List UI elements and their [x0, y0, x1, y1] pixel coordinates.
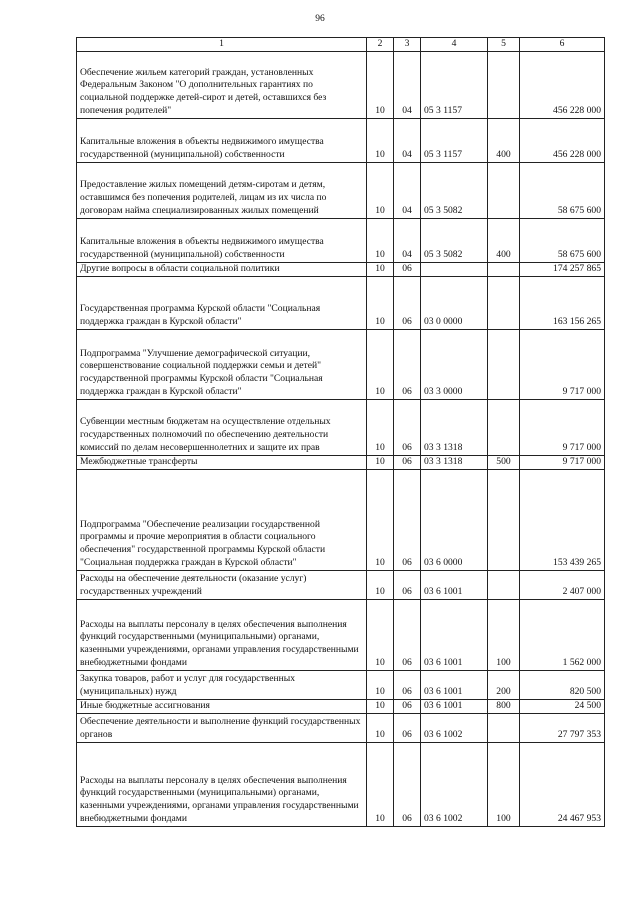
- table-row: [77, 262, 605, 276]
- cell-pr: 06: [394, 570, 421, 599]
- cell-sum: 456 228 000: [520, 51, 605, 118]
- cell-vr: [488, 399, 520, 455]
- cell-vr: [488, 329, 520, 399]
- page-number: 96: [315, 14, 325, 24]
- cell-rz: 10: [367, 162, 394, 218]
- table-row: [77, 329, 605, 399]
- table-row: [77, 742, 605, 826]
- cell-vr: [488, 276, 520, 329]
- cell-name: Другие вопросы в области социальной политики: [77, 262, 367, 276]
- cell-name: Капитальные вложения в объекты недвижимого имущества государственной (муниципальной) собственности: [77, 218, 367, 262]
- table-row: [77, 118, 605, 162]
- budget-table: [76, 37, 605, 827]
- cell-sum: 27 797 353: [520, 713, 605, 742]
- cell-vr: 400: [488, 118, 520, 162]
- cell-csr: 05 3 5082: [421, 162, 488, 218]
- cell-rz: 10: [367, 329, 394, 399]
- cell-name: Предоставление жилых помещений детям-сиротам и детям, оставшимся без попечения родителей, лицам из их числа по договорам найма специализированных жилых помещений: [77, 162, 367, 218]
- cell-csr: 03 3 0000: [421, 329, 488, 399]
- cell-pr: 06: [394, 713, 421, 742]
- cell-name: Иные бюджетные ассигнования: [77, 699, 367, 713]
- cell-pr: 04: [394, 51, 421, 118]
- cell-pr: 06: [394, 469, 421, 570]
- cell-name: Обеспечение деятельности и выполнение функций государственных органов: [77, 713, 367, 742]
- cell-rz: 10: [367, 262, 394, 276]
- cell-vr: [488, 469, 520, 570]
- cell-csr: 03 6 1001: [421, 570, 488, 599]
- cell-vr: [488, 51, 520, 118]
- cell-csr: 05 3 5082: [421, 218, 488, 262]
- table-row: [77, 218, 605, 262]
- cell-rz: 10: [367, 469, 394, 570]
- cell-vr: [488, 713, 520, 742]
- cell-vr: 800: [488, 699, 520, 713]
- column-header: 5: [488, 38, 520, 52]
- cell-rz: 10: [367, 218, 394, 262]
- cell-sum: 58 675 600: [520, 162, 605, 218]
- cell-rz: 10: [367, 399, 394, 455]
- table-row: [77, 455, 605, 469]
- column-header: 6: [520, 38, 605, 52]
- cell-pr: 06: [394, 399, 421, 455]
- cell-name: Капитальные вложения в объекты недвижимого имущества государственной (муниципальной) собственности: [77, 118, 367, 162]
- cell-sum: 24 467 953: [520, 742, 605, 826]
- cell-csr: 03 6 1002: [421, 713, 488, 742]
- cell-pr: 06: [394, 599, 421, 670]
- cell-sum: 174 257 865: [520, 262, 605, 276]
- cell-name: Расходы на обеспечение деятельности (оказание услуг) государственных учреждений: [77, 570, 367, 599]
- cell-pr: 06: [394, 742, 421, 826]
- cell-pr: 06: [394, 276, 421, 329]
- cell-vr: 500: [488, 455, 520, 469]
- cell-csr: 05 3 1157: [421, 118, 488, 162]
- column-header: 4: [421, 38, 488, 52]
- cell-rz: 10: [367, 570, 394, 599]
- cell-rz: 10: [367, 599, 394, 670]
- cell-pr: 06: [394, 670, 421, 699]
- table-row: [77, 699, 605, 713]
- cell-sum: 9 717 000: [520, 329, 605, 399]
- cell-csr: 03 0 0000: [421, 276, 488, 329]
- cell-name: Подпрограмма "Улучшение демографической ситуации, совершенствование социальной поддержки семьи и детей" государственной программы Курской области "Социальная поддержка граждан в Курской области": [77, 329, 367, 399]
- cell-csr: 03 6 1001: [421, 670, 488, 699]
- cell-sum: 456 228 000: [520, 118, 605, 162]
- cell-csr: 03 3 1318: [421, 455, 488, 469]
- cell-csr: [421, 262, 488, 276]
- table-row: [77, 51, 605, 118]
- cell-name: Обеспечение жильем категорий граждан, установленных Федеральным Законом "О дополнительных гарантиях по социальной поддержке детей-сирот и детей, оставшихся без попечения родителей": [77, 51, 367, 118]
- cell-rz: 10: [367, 276, 394, 329]
- cell-rz: 10: [367, 699, 394, 713]
- cell-vr: [488, 570, 520, 599]
- cell-name: Расходы на выплаты персоналу в целях обеспечения выполнения функций государственными (муниципальными) органами, казенными учреждениями, органами управления государственными внебюджетными фондами: [77, 742, 367, 826]
- cell-vr: [488, 262, 520, 276]
- column-header: 3: [394, 38, 421, 52]
- table-row: [77, 570, 605, 599]
- cell-sum: 24 500: [520, 699, 605, 713]
- cell-pr: 06: [394, 699, 421, 713]
- table-row: [77, 469, 605, 570]
- column-header: 1: [77, 38, 367, 52]
- cell-pr: 04: [394, 218, 421, 262]
- table-row: [77, 162, 605, 218]
- cell-sum: 9 717 000: [520, 399, 605, 455]
- table-row: [77, 599, 605, 670]
- cell-sum: 153 439 265: [520, 469, 605, 570]
- cell-name: Государственная программа Курской области "Социальная поддержка граждан в Курской области": [77, 276, 367, 329]
- cell-name: Межбюджетные трансферты: [77, 455, 367, 469]
- header-row: [77, 38, 605, 52]
- cell-sum: 820 500: [520, 670, 605, 699]
- cell-sum: 9 717 000: [520, 455, 605, 469]
- cell-vr: 100: [488, 742, 520, 826]
- cell-pr: 04: [394, 118, 421, 162]
- cell-sum: 2 407 000: [520, 570, 605, 599]
- cell-csr: 03 6 1001: [421, 599, 488, 670]
- cell-name: Субвенции местным бюджетам на осуществление отдельных государственных полномочий по обеспечению деятельности комиссий по делам несовершеннолетних и защите их прав: [77, 399, 367, 455]
- cell-sum: 1 562 000: [520, 599, 605, 670]
- cell-csr: 03 6 0000: [421, 469, 488, 570]
- cell-vr: 200: [488, 670, 520, 699]
- column-header: 2: [367, 38, 394, 52]
- cell-sum: 163 156 265: [520, 276, 605, 329]
- cell-csr: 03 6 1002: [421, 742, 488, 826]
- cell-rz: 10: [367, 713, 394, 742]
- cell-sum: 58 675 600: [520, 218, 605, 262]
- table-row: [77, 713, 605, 742]
- cell-rz: 10: [367, 118, 394, 162]
- cell-vr: 400: [488, 218, 520, 262]
- cell-name: Закупка товаров, работ и услуг для государственных (муниципальных) нужд: [77, 670, 367, 699]
- cell-name: Расходы на выплаты персоналу в целях обеспечения выполнения функций государственными (муниципальными) органами, казенными учреждениями, органами управления государственными внебюджетными фондами: [77, 599, 367, 670]
- cell-csr: 05 3 1157: [421, 51, 488, 118]
- table-row: [77, 276, 605, 329]
- cell-csr: 03 3 1318: [421, 399, 488, 455]
- cell-pr: 04: [394, 162, 421, 218]
- cell-rz: 10: [367, 51, 394, 118]
- table-row: [77, 670, 605, 699]
- cell-csr: 03 6 1001: [421, 699, 488, 713]
- cell-name: Подпрограмма "Обеспечение реализации государственной программы и прочие мероприятия в области социального обеспечения" государственной программы Курской области "Социальная поддержка граждан в Курской области": [77, 469, 367, 570]
- table-row: [77, 399, 605, 455]
- cell-pr: 06: [394, 262, 421, 276]
- cell-rz: 10: [367, 455, 394, 469]
- cell-rz: 10: [367, 670, 394, 699]
- cell-vr: [488, 162, 520, 218]
- cell-vr: 100: [488, 599, 520, 670]
- cell-pr: 06: [394, 329, 421, 399]
- cell-pr: 06: [394, 455, 421, 469]
- cell-rz: 10: [367, 742, 394, 826]
